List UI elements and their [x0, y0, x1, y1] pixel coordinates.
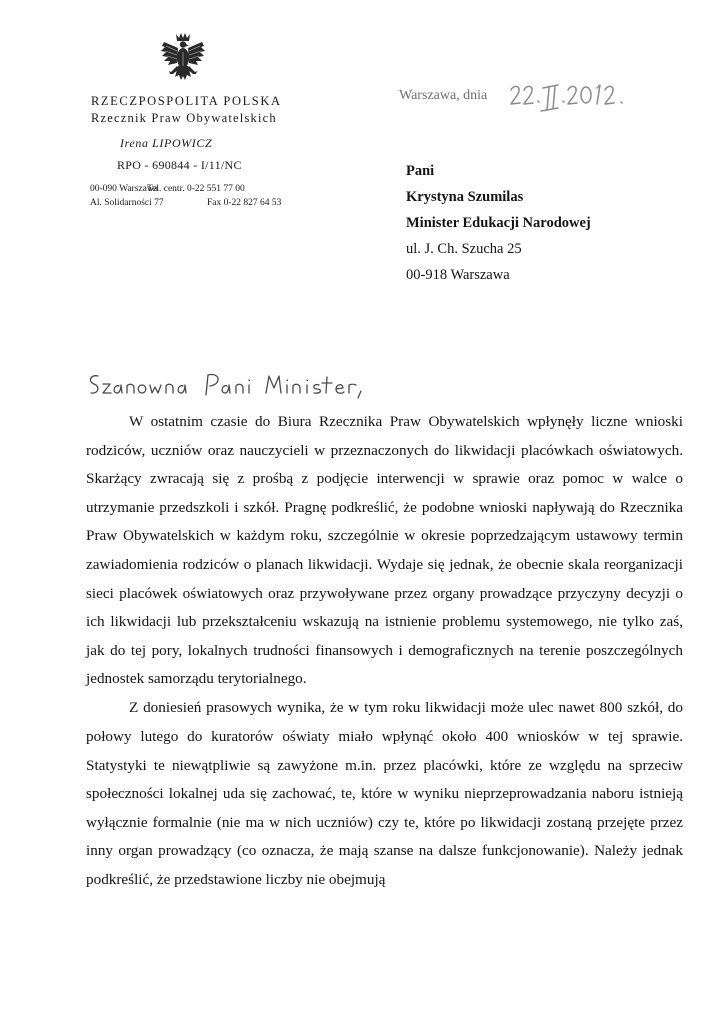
polish-eagle-emblem-icon	[160, 32, 206, 90]
dateline-place: Warszawa, dnia	[399, 88, 488, 103]
body-paragraph-1: W ostatnim czasie do Biura Rzecznika Praw Obywatelskich wpłynęły liczne wnioski rodziców, uczniów oraz nauczycieli w przeznaczonych do likwidacji placówkach oświatowych. Skarżący zwracają się z prośbą z podjęcie interwencji w sprawie oraz pomoc w walce o utrzymanie przedszkoli i szkół. Pragnę podkreślić, że podobne wnioski napływają do Rzecznika Praw Obywatelskich w każdym roku, szczególnie w okresie poprzedzającym ustawowy termin zawiadomienia rodziców o planach likwidacji. Wydaje się jednak, że obecnie skala reorganizacji sieci placówek oświatowych oraz przywoływane przez organy prowadzące przyczyny decyzji o ich likwidacji lub przekształceniu wskazują na istnienie problemu systemowego, nie tylko zaś, jak do tej pory, lokalnych trudności finansowych i demograficznych na terenie poszczególnych jednostek samorządu terytorialnego.	[86, 413, 683, 688]
institution-name: RZECZPOSPOLITA POLSKA	[91, 94, 282, 108]
letter-body	[86, 408, 683, 895]
recipient-city: 00-918 Warszawa	[406, 267, 510, 283]
recipient-salutation: Pani	[406, 163, 435, 179]
official-name: Irena LIPOWICZ	[120, 136, 213, 150]
phone-number: Tel. centr. 0-22 551 77 00	[147, 184, 245, 194]
recipient-block	[406, 158, 591, 288]
institution-office: Rzecznik Praw Obywatelskich	[91, 111, 277, 125]
recipient-title: Minister Edukacji Narodowej	[406, 215, 591, 231]
address-street: Al. Solidarności 77	[90, 198, 164, 208]
address-postal: 00-090 Warszawa	[90, 184, 158, 194]
handwritten-greeting	[86, 366, 376, 412]
fax-number: Fax 0-22 827 64 53	[207, 198, 282, 208]
handwritten-date	[508, 80, 638, 114]
body-paragraph-2: Z doniesień prasowych wynika, że w tym roku likwidacji może ulec nawet 800 szkół, do połowy lutego do kuratorów oświaty miało wpłynąć około 400 wniosków w tej sprawie. Statystyki te niewątpliwie są zawyżone m.in. przez placówki, które ze względu na sprzeciw społeczności lokalnej uda się zachować, te, które w wyniku nieprzeprowadzania naboru istnieją wyłącznie formalnie (nie ma w nich uczniów) czy te, które po likwidacji zostaną przejęte przez inny organ prowadzący (co oznacza, że mają szanse na dalsze funkcjonowanie). Należy jednak podkreślić, że przedstawione liczby nie obejmują	[86, 699, 683, 888]
recipient-name: Krystyna Szumilas	[406, 189, 524, 205]
recipient-street: ul. J. Ch. Szucha 25	[406, 241, 522, 257]
reference-number: RPO - 690844 - I/11/NC	[117, 158, 242, 172]
